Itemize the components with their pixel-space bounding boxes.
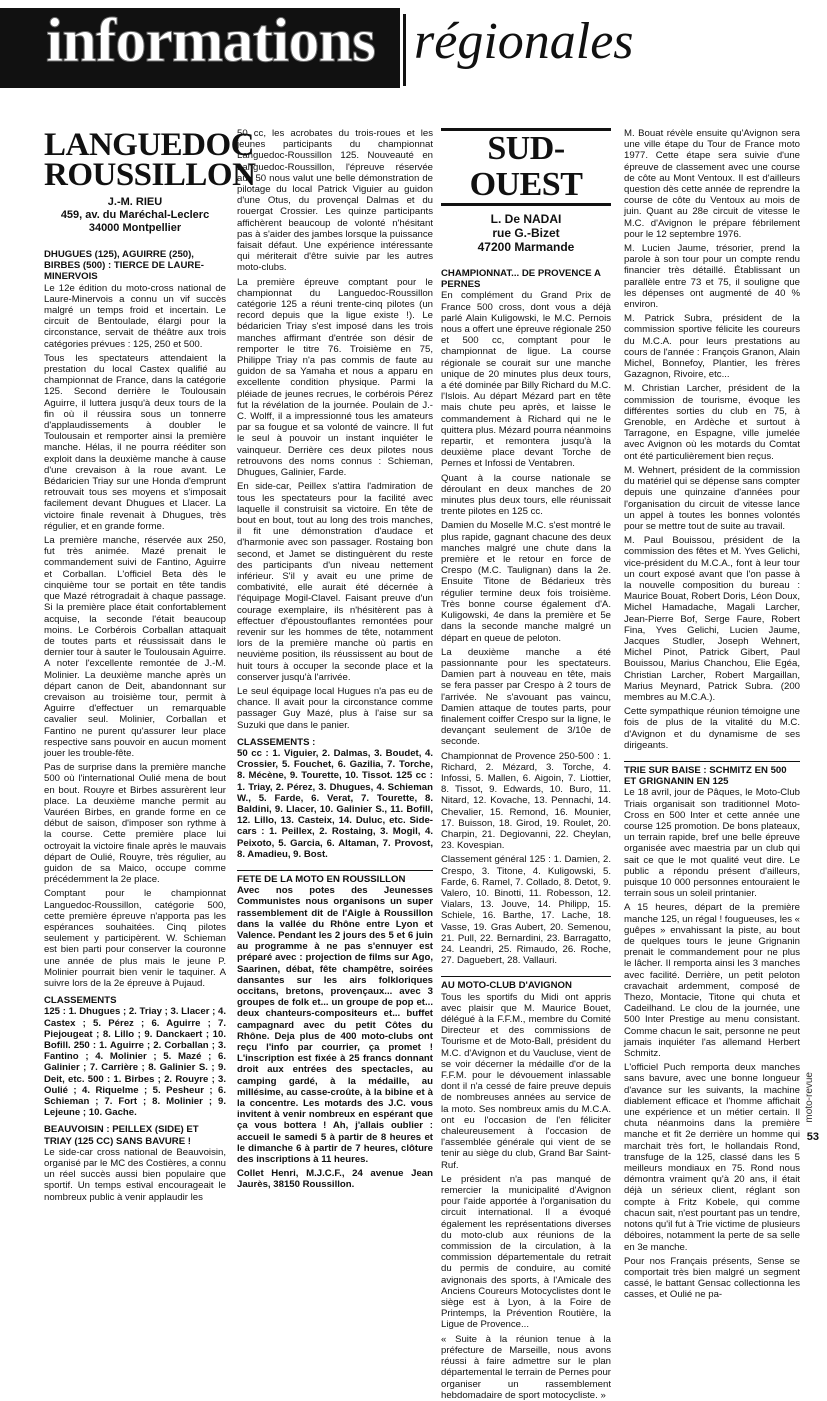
article-kicker: AU MOTO-CLUB D'AVIGNON — [441, 976, 611, 991]
article-paragraph: 50 cc, les acrobates du trois-roues et les jeunes participants du championnat Languedoc-Roussillon 125. Nouveauté en Languedoc-Roussillon, l'épreuve réservée aux 50 nous valut une belle démonstration de pilotage du local Patrick Viguier au guidon d'une Otus, du provençal Dalmas et du rouergat Crossier. Les quinze participants affichèrent beaucoup de volonté n'hésitant pas à s'aider des jambes lorsque la puissance faisait défaut. Une expérience intéressante qui mériterait d'être suivie par les autres moto-clubs. — [237, 128, 433, 274]
column-languedoc-continued — [237, 128, 433, 1191]
column-languedoc — [44, 127, 256, 1203]
article-paragraph: La deuxième manche a été passionnante pour les spectateurs. Damien part à nouveau en tête, mais se fera passer par Crespo à 2 tours de l'arrivée. Ne s'avouant pas vaincu, Damien attaque de toutes parts, pour finalement coiffer Crespo sur la ligne, le devançant seulement de 3/10e de seconde. — [441, 646, 611, 748]
article-paragraph: Le 12e édition du moto-cross national de Laure-Minervois a connu un vif succès malgré un temps froid et incertain. Le circuit de Bentoulade, élargi pour la circonstance, servait de théâtre aux trois catégories prévues : 125, 250 et 500. — [44, 282, 226, 350]
article-paragraph: Tous les sportifs du Midi ont appris avec plaisir que M. Maurice Bouet, délégué à la F.F.M., membre du Comité Directeur et des commissions de Tourisme et de Moto-Ball, président du M.C. d'Avignon et du Vaucluse, vient de se voir décerner la médaille d'or de la F.F.M. pour le dévouement inlassable dont il n'a cessé de faire preuve depuis de nombreuses années au service de la moto. Ses nombreux amis du M.C.A. ont eu l'occasion de l'en féliciter chaleureusement à l'occasion de l'assemblée générale qui vient de se tenir au siège du club, Grand Bar Saint-Ruf. — [441, 991, 611, 1171]
results-heading: CLASSEMENTS — [44, 995, 117, 1007]
article-paragraph: « Suite à la réunion tenue à la préfecture de Marseille, nous avons réussi à faire admettre sur le plan départemental le terrain de Pernes pour organiser un rassemblement hebdomadaire de sport motocycliste. » — [441, 1333, 611, 1401]
article-paragraph: Pour nos Français présents, Sense se comportait très bien malgré un segment cassé, le battant Gensac collectionna les casses, et Oulié ne pa- — [624, 1255, 800, 1301]
correspondent-name: J.-M. RIEU — [107, 196, 163, 208]
article-paragraph: Pas de surprise dans la première manche 500 où l'international Oulié mena de bout en bout. Rouyre et Birbes assurèrent leur place. La deuxième manche permit au Vauréen Birbes, en grande forme en ce début de saison, d'imposer son rythme à la course. Cette première place lui octroyait la victoire finale après le mauvais départ de Oulié, Rouyre, très régulier, au guidon de sa Maico, occupe comme précédemment la 2e place. — [44, 762, 226, 886]
article-paragraph: Le président n'a pas manqué de remercier la municipalité d'Avignon pour l'aide apportée à l'organisation du circuit international. Il a évoqué également les représentations diverses du moto-club aux réunions de la commission de la circulation, à la commission départementale du retrait du permis de conduire, au comité avignonais des sports, à l'Amicale des Anciens Coureurs Motocyclistes dont le siège est à Lyon, à la Foire de Printemps, la Prévention Routière, la Ligue de Provence... — [441, 1173, 611, 1331]
article-paragraph: Comptant pour le championnat Languedoc-Roussillon, catégorie 500, cette première épreuve n'apporta pas les espérances souhaitées. Cinq pilotes seulement y participèrent. W. Schieman est bien parti pour conserver la couronne une année de plus mais le jeune P. Molinier pourrait bien venir le taquiner. A suivre lors de la 2e épreuve à Pujaud. — [44, 888, 226, 989]
correspondent-block-languedoc — [44, 196, 226, 235]
region-title-languedoc: LANGUEDOC ROUSSILLON — [44, 127, 256, 193]
article-paragraph: En complément du Grand Prix de France 500 cross, dont vous a déjà parlé Alain Kuligowski, le M.C. Pernois nous a offert une épreuve régionale 250 et 500 cc, comptant pour le championnat de ligue. La course régionale se courait sur une manche unique de 20 minutes plus deux tours, a été dominée par Billy Richard du M.C. l'Islois. Au départ Mézard part en tête mais chute peu après, et laisse le commandement à Richard qui ne le quittera plus. Mézard pourra néanmoins repartir, et remontera jusqu'à la deuxième place devant Torche de Pernes et Infossi de Ventabren. — [441, 290, 611, 470]
article-paragraph: M. Christian Larcher, président de la commission de tourisme, évoque les différentes sorties du club en 75, à Grenoble, en Ardèche et surtout à Tarragone, en Espagne, ville jumelée avec Avignon où les motards du Comtat ont été particulièrement bien reçus. — [624, 383, 800, 462]
article-kicker: FETE DE LA MOTO EN ROUSSILLON — [237, 870, 433, 885]
page-header — [0, 0, 827, 100]
article-paragraph: La première épreuve comptant pour le championnat du Languedoc-Roussillon catégorie 125 a réuni trente-cinq pilotes (un record depuis que la ligue existe !). Le bédaricien Triay s'est imposé dans les trois manches affirmant d'entrée son désir de remporter le titre 76. Troisième en 75, Philippe Triay n'a pas commis de faute au guidon de sa Yamaha et nous a apparu en excellente condition physique. Parmi la pléiade de jeunes recrues, le corbérois Pérez fut la révélation de la journée. Poulain de J.-C. Wolff, il a impressionné tous les amateurs par sa fougue et sa volonté de vaincre. Il fut le seul à pouvoir un instant inquiéter le vainqueur. Derrière ces deux pilotes nous retrouvons des noms connus : Schieman, Dhugues, Galinier, Farde. — [237, 276, 433, 479]
article-paragraph: Avec nos potes des Jeunesses Communistes nous organisons un super rassemblement dit de l'Aigle à Roussillon dans la vallée du Rhône entre Lyon et Valence. Pendant les 2 jours des 5 et 6 juin au programme à ne pas s'ennuyer est préparé avec : projection de films sur Ago, Saarinen, débat, fête champêtre, soirées dansantes sur les airs folkloriques occitans, bretons, provençaux... avec 3 groupes de folk et... un groupe de pop et... deux chanteurs-compositeurs et... buffet campagnard avec du petit Côtes du Rhône. Deja plus de 400 moto-clubs ont reçu l'info par courrier, ça promet ! L'inscription est fixée à 25 francs donnant droit aux entrées des spectacles, au camping gardé, à la médaille, au millésime, au casse-croûte, à la bibine et à la concentre. Les motards des J.C. vous invitent à venir nombreux en espérant que ça vous bottera ! Ah, j'allais oublier : accueil le samedi 5 à partir de 8 heures et le dimanche 6 à partir de 7 heures, clôture des inscriptions à 11 heures. — [237, 885, 433, 1166]
article-paragraph: A 15 heures, départ de la première manche 125, un régal ! fougueuses, les « guêpes » envahissant la piste, au bout de quelques tours le jeune Grignanin prenait le commandement pour ne plus le lâcher. Il remporta ainsi les 3 manches avec facilité. Derrière, un petit peloton cravachait ardemment, composé de Thezo, Montacie, Titone qui chuta et Cadeilhand. Le clou de la journée, une 500 Inter Prestige au menu consistant. Comme chacun le sait, personne ne peut jamais inquiéter l'as allemand Herbert Schmitz. — [624, 902, 801, 1060]
article-paragraph: La première manche, réservée aux 250, fut très animée. Mazé prenait le commandement suivi de Fantino, Aguirre et Corballan. L'officiel Beta dès le cinquième tour se portait en tête tandis que Mazé rétrogradait à chaque passage. Si la première place était confortablement acquise, la seconde l'était beaucoup moins. Le Corbérois Corballan attaquait de toutes parts et réussissait dans le dernier tour à sauter le Toulousain Aguirre. A noter l'excellente remontée de J.-M. Molinier. La deuxième manche après un départ canon de Deit, abandonnant sur crevaison au troisième tour, permit à Aguirre d'effectuer un remarquable cavalier seul. Molinier, Corballan et Fantino ne purent qu'assurer leur place respective sans pouvoir en aucun moment jouer les trouble-fête. — [44, 535, 226, 759]
correspondent-city: 34000 Montpellier — [88, 222, 182, 234]
article-paragraph: Le seul équipage local Hugues n'a pas eu de chance. Il avait pour la circonstance comme passager Guy Mazé, plus à l'aise sur sa Suzuki que dans le panier. — [237, 685, 433, 731]
article-paragraph: Damien du Moselle M.C. s'est montré le plus rapide, gagnant chacune des deux manches malgré une chute dans la première et le retour en force de Crespo (M.C. Taulignan) dans la 2e. Ensuite Titone de Bédarieux très régulier termine deux fois troisième. Très bonne course également d'A. Kuligowski, 4e dans la première et 5e dans la seconde manche malgré un départ en queue de peloton. — [441, 520, 611, 644]
article-paragraph: Le side-car cross national de Beauvoisin, organisé par le MC des Costières, a connu un réel succès aussi bien populaire que sportif. Un temps estival encourageait le nombreux public à venir applaudir les — [44, 1146, 226, 1203]
header-divider — [403, 14, 406, 86]
article-paragraph: En side-car, Peillex s'attira l'admiration de tous les spectateurs pour la facilité avec laquelle il construisit sa victoire. En tête de bout en bout, tout au long des trois manches, il fit une démonstration d'audace et d'harmonie avec son passager. Rostaing bon second, et Jamet se distinguèrent du reste des participants d'un niveau nettement inférieur. S'il y avait eu une prime de combativité, elle aurait été décernée à l'équipage Mogil-Clavel. Faisant preuve d'un courage exemplaire, ils n'hésitèrent pas à effectuer d'époustouflantes remontées pour revenir sur les hommes de tête, notamment lors de la première manche où partis en neuvième position, ils réussissent au bout de huit tours à occuper la seconde place et la conserver jusqu'à l'arrivée. — [237, 481, 433, 683]
correspondent-city: 47200 Marmande — [477, 240, 575, 254]
header-title-main: informations — [46, 7, 375, 75]
article-paragraph: Quant à la course nationale se déroulant en deux manches de 20 minutes plus deux tours, elle réunissait trente pilotes en 125 cc. — [441, 472, 611, 518]
results-body: 50 cc : 1. Viguier, 2. Dalmas, 3. Boudet, 4. Crossier, 5. Fouchet, 6. Gazilia, 7. Torche, 8. Mécène, 9. Tourette, 10. Tissot. 125 cc : 1. Triay, 2. Pérez, 3. Dhugues, 4. Schieman W., 5. Farde, 6. Verat, 7. Tourette, 8. Baldini, 9. Llacer, 10. Galinier S., 11. Bofill, 12. Lillo, 13. Casteix, 14. Duluc, etc. Side-cars : 1. Peillex, 2. Rostaing, 3. Mogil, 4. Peixoto, 5. Garcia, 6. Altaman, 7. Provost, 8. Amadieu, 9. Bost. — [237, 747, 433, 860]
correspondent-address: 459, av. du Maréchal-Leclerc — [60, 209, 210, 221]
article-paragraph: M. Patrick Subra, président de la commission sportive félicite les coureurs du M.C.A. pour leurs prestations au cours de l'année : François Granon, Alain Michel, Bonnefoy, Plantier, les frères Gazagnon, Rivoire, etc... — [624, 313, 800, 381]
results-heading: CLASSEMENTS : — [237, 736, 316, 748]
article-kicker: TRIE SUR BAISE : SCHMITZ EN 500 ET GRIGNANIN EN 125 — [624, 761, 800, 787]
article-paragraph: M. Lucien Jaume, trésorier, prend la parole à son tour pour un compte rendu financier très détaillé. Établissant un parallèle entre 73 et 75, il souligne que les dépenses ont augmenté de 40 % environ. — [624, 243, 800, 311]
article-kicker: DHUGUES (125), AGUIRRE (250), BIRBES (500) : TIERCE DE LAURE-MINERVOIS — [44, 249, 204, 283]
article-kicker: CHAMPIONNAT... DE PROVENCE A PERNES — [441, 268, 601, 291]
article-paragraph: M. Wehnert, président de la commission du matériel qui se dépense sans compter depuis une quinzaine d'années pour l'organisation du circuit de vitesse lance un appel à toutes les bonnes volontés pour se mettre tout de suite au travail. — [624, 464, 800, 532]
column-sudouest-continued — [624, 128, 801, 1301]
results-body: 125 : 1. Dhugues ; 2. Triay ; 3. Llacer ; 4. Castex ; 5. Pérez ; 6. Aguirre ; 7. Piejougeat ; 8. Lillo ; 9. Danckaert ; 10. Bofill. 250 : 1. Aguirre ; 2. Corballan ; 3. Fantino ; 4. Molinier ; 5. Mazé ; 6. Galinier ; 7. Carrière ; 8. Galinier S. ; 9. Deit, etc. 500 : 1. Birbes ; 2. Rouyre ; 3. Oulié ; 4. Riquelme ; 5. Pesheur ; 6. Schieman ; 7. Fort ; 8. Molinier ; 9. Lejeune ; 10. Gache. — [44, 1006, 226, 1119]
article-kicker: BEAUVOISIN : PEILLEX (SIDE) ET TRIAY (125 CC) SANS BAVURE ! — [44, 1124, 199, 1147]
article-paragraph: M. Paul Bouissou, président de la commission des fêtes et M. Yves Gelichi, vice-président du M.C.A., font à leur tour un court exposé avant que l'on passe à la nouvelle composition du bureau : Maurice Bouat, Robert Doris, Léon Doux, Michel Hamadache, Magali Larcher, Jean-Pierre Bof, Serge Faure, Robert Fina, Yves Gelichi, Lucien Jaume, Jacques Studler, Joseph Wehnert, Michel Pinot, Patrick Gibert, Paul Bouissou, Marius Chanchou, Elie Egéa, Christian Larcher, Robert Margaillan, Marius Meynard, Patrick Subra. (200 membres au M.C.A.). — [624, 535, 800, 703]
article-paragraph: Le 18 avril, jour de Pâques, le Moto-Club Triais organisait son traditionnel Moto-Cross en 500 Inter et cette année une course 125 promotion. De bons plateaux, un terrain rapide, bref une belle épreuve organisée avec maestria par un club qui sait ce que le mot qualité veut dire. Le public a répondu présent d'ailleurs, puisque 10 000 personnes entouraient le terrain sous un soleil printanier. — [624, 787, 800, 900]
correspondent-name: L. De NADAI — [490, 212, 562, 226]
article-paragraph: Tous les spectateurs attendaient la prestation du local Castex qualifié au championnat de France, dans la catégorie 125. Second derrière le Toulousain Aguirre, il luttera jusqu'à deux tours de la fin où il réussira sous un tonnerre d'applaudissements à doubler le Toulousain et remporter ainsi la première manche. Hélas, il ne pourra rééditer son exploit dans la deuxième manche à cause d'une crevaison à la roue avant. Le Bédaricien Triay sur une Honda d'emprunt retrouvait tous ses moyens et s'imposait facilement devant Dhugues et Llacer. La victoire finale revenait à Dhugues, très régulier, et en grande forme. — [44, 352, 226, 532]
article-paragraph: M. Bouat révèle ensuite qu'Avignon sera une ville étape du Tour de France moto 1977. Cette étape sera suivie d'une épreuve de classement avec une course de côte au Mont Ventoux. Il est d'ailleurs question dès cette année de reprendre la course de côte du Ventoux au mois de juin. Quant au 28e circuit de vitesse le M.C. d'Avignon le prépare fébrilement pour le 12 septembre 1976. — [624, 128, 800, 240]
article-paragraph: L'officiel Puch remporta deux manches sans bavure, avec une bonne longueur d'avance sur les suivants, la machine diablement efficace et l'homme affichait une expérience et un métier certain. Il chuta néanmoins dans la première manche et fit 2e derrière un homme qui marchait très fort, le hollandais Rond, transfuge de la 125, classé dans les 5 meilleurs mondiaux en 75. Rond nous démontra vraiment qu'à 20 ans, il était déjà un sérieux client, réglant son compte à Fritz Kobele, qui comme chacun sait, n'est pourtant pas un tendre, notons qu'il fut à Trie victime de plusieurs déboires, notamment la perte de sa selle en 3e manche. — [624, 1062, 800, 1253]
correspondent-address: rue G.-Bizet — [492, 226, 560, 240]
column-sudouest — [441, 128, 611, 1401]
header-title-sub: régionales — [414, 13, 634, 70]
contact-line: Collet Henri, M.J.C.F., 24 avenue Jean Jaurès, 38150 Roussillon. — [237, 1168, 433, 1191]
results-body: Championnat de Provence 250-500 : 1. Richard, 2. Mézard, 3. Torche, 4. Infossi, 5. Mallen, 6. Aigoin, 7. Liottier, 8. Tissot, 9. Edwards, 10. Buro, 11. Nitard, 12. Kovache, 13. Pennachi, 14. Chevalier, 15. Remond, 16. Mounier, 17. Buisson, 18. Girod, 19. Roulet, 20. Charpin, 21. Degiovanni, 22. Cheylan, 23. Kovespian. — [441, 750, 611, 852]
article-paragraph: Cette sympathique réunion témoigne une fois de plus de la vitalité du M.C. d'Avignon et du dynamisme de ses dirigeants. — [624, 706, 800, 751]
correspondent-block-sudouest — [441, 212, 611, 254]
magazine-brand: moto-revue — [804, 1072, 815, 1123]
results-body: Classement général 125 : 1. Damien, 2. Crespo, 3. Titone, 4. Kuligowski, 5. Farde, 6. Ramel, 7. Collado, 8. Detot, 9. Valero, 10. Binotti, 11. Robesson, 12. Vialars, 13. Jouve, 14. Philipp, 15. Schiele, 16. Barthe, 17. Lache, 18. Vasse, 19. Gras Aubert, 20. Semenou, 21. Pull, 22. Bernardini, 23. Barragatto, 24. Leandri, 25. Rimaudo, 26. Roche, 27. Daguebert, 28. Vallauri. — [441, 854, 611, 967]
page-number: 53 — [806, 1131, 819, 1143]
region-title-sudouest: SUD-OUEST — [441, 128, 611, 206]
